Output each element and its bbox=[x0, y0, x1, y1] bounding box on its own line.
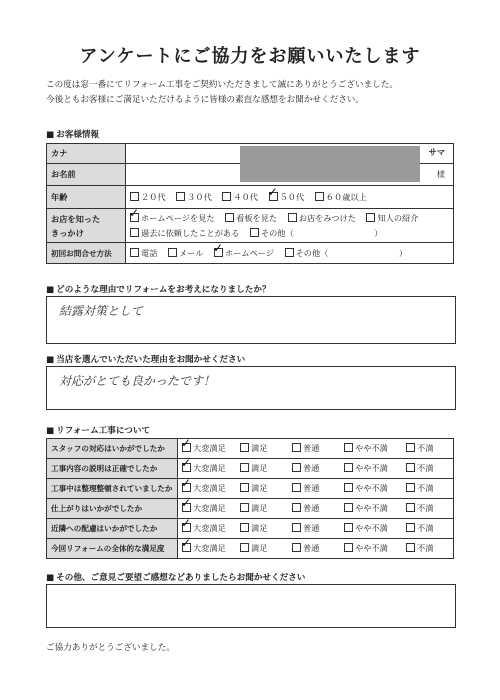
reason-answer-box[interactable] bbox=[46, 296, 456, 344]
age-20s-checkbox[interactable] bbox=[130, 192, 139, 201]
rating-label: 普通 bbox=[303, 443, 320, 453]
age-30s-checkbox[interactable] bbox=[176, 192, 185, 201]
rating-checkbox[interactable] bbox=[182, 443, 191, 452]
rating-option[interactable] bbox=[240, 523, 292, 534]
rating-option[interactable] bbox=[240, 503, 292, 514]
rating-checkbox[interactable] bbox=[240, 483, 249, 492]
work-question: 仕上がりはいかがでしたか bbox=[47, 499, 178, 519]
rating-label: 大変満足 bbox=[193, 483, 226, 493]
rating-checkbox[interactable] bbox=[406, 543, 415, 552]
rating-checkbox[interactable] bbox=[240, 463, 249, 472]
trigger-store-checkbox[interactable] bbox=[288, 213, 297, 222]
rating-checkbox[interactable] bbox=[240, 523, 249, 532]
rating-label: 満足 bbox=[251, 463, 268, 473]
rating-label: 普通 bbox=[303, 543, 320, 553]
trigger-homepage-checkbox[interactable] bbox=[130, 213, 139, 222]
trigger-option-past[interactable]: 過去に依頼したことがある bbox=[130, 228, 239, 238]
rating-option[interactable] bbox=[344, 483, 406, 494]
kana-suffix: サマ bbox=[428, 147, 445, 157]
rating-label: やや不満 bbox=[355, 543, 388, 553]
rating-label: 不満 bbox=[417, 483, 434, 493]
rating-option[interactable] bbox=[344, 543, 406, 554]
rating-checkbox[interactable] bbox=[182, 463, 191, 472]
rating-checkbox[interactable] bbox=[292, 443, 301, 452]
rating-label: 満足 bbox=[251, 503, 268, 513]
rating-checkbox[interactable] bbox=[344, 543, 353, 552]
rating-checkbox[interactable] bbox=[182, 523, 191, 532]
reason-heading: ■ どのような理由でリフォームをお考えになりましたか？ bbox=[46, 283, 271, 295]
rating-option[interactable] bbox=[292, 483, 344, 494]
rating-checkbox[interactable] bbox=[406, 443, 415, 452]
rating-option[interactable] bbox=[292, 463, 344, 474]
rating-checkbox[interactable] bbox=[292, 503, 301, 512]
rating-label: 不満 bbox=[417, 503, 434, 513]
rating-label: 満足 bbox=[251, 483, 268, 493]
trigger-signboard-checkbox[interactable] bbox=[225, 213, 234, 222]
rating-label: 普通 bbox=[303, 523, 320, 533]
rating-label: 大変満足 bbox=[193, 443, 226, 453]
rating-label: 満足 bbox=[251, 523, 268, 533]
rating-checkbox[interactable] bbox=[292, 483, 301, 492]
intro-line-2: 今後ともお客様にご満足いただけるように皆様の素直な感想をお聞かせください。 bbox=[46, 95, 364, 105]
rating-checkbox[interactable] bbox=[344, 523, 353, 532]
rating-label: 不満 bbox=[417, 463, 434, 473]
rating-option[interactable] bbox=[240, 463, 292, 474]
store-answer-box[interactable] bbox=[46, 366, 456, 410]
work-question: 工事内容の説明は正確でしたか bbox=[47, 459, 178, 479]
work-question: スタッフの対応はいかがでしたか bbox=[47, 439, 178, 459]
work-rating-options bbox=[178, 499, 454, 519]
age-option-60plus[interactable]: ６０歳以上 bbox=[315, 192, 367, 202]
age-60plus-checkbox[interactable] bbox=[315, 192, 324, 201]
work-rating-options bbox=[178, 539, 454, 559]
work-question: 近隣への配慮はいかがでしたか bbox=[47, 519, 178, 539]
trigger-past-checkbox[interactable] bbox=[130, 228, 139, 237]
rating-label: やや不満 bbox=[355, 503, 388, 513]
store-heading: ■ 当店を選んでいただいた理由をお聞かせください bbox=[46, 353, 245, 365]
rating-option[interactable] bbox=[406, 503, 446, 514]
store-answer: 対応がとても良かったです！ bbox=[59, 374, 216, 388]
rating-label: 不満 bbox=[417, 443, 434, 453]
trigger-option-store[interactable]: お店をみつけた bbox=[288, 213, 356, 223]
rating-checkbox[interactable] bbox=[344, 503, 353, 512]
trigger-option-other[interactable]: その他（ bbox=[250, 228, 294, 238]
kana-label: カナ bbox=[47, 144, 126, 164]
work-question: 今回リフォームの全体的な満足度 bbox=[47, 539, 178, 559]
intro-text bbox=[46, 78, 466, 108]
reason-answer: 結露対策として bbox=[59, 304, 144, 318]
rating-checkbox[interactable] bbox=[406, 483, 415, 492]
trigger-option-signboard[interactable]: 看板を見た bbox=[225, 213, 277, 223]
rating-label: やや不満 bbox=[355, 523, 388, 533]
rating-option[interactable] bbox=[292, 543, 344, 554]
work-row bbox=[47, 439, 454, 459]
rating-option[interactable] bbox=[292, 523, 344, 534]
rating-checkbox[interactable] bbox=[344, 483, 353, 492]
rating-option[interactable] bbox=[292, 503, 344, 514]
rating-checkbox[interactable] bbox=[406, 503, 415, 512]
rating-checkbox[interactable] bbox=[182, 543, 191, 552]
contact-other-checkbox[interactable] bbox=[285, 248, 294, 257]
rating-option[interactable] bbox=[240, 543, 292, 554]
redaction-block bbox=[240, 146, 420, 182]
name-label: お名前 bbox=[47, 164, 126, 186]
rating-label: やや不満 bbox=[355, 443, 388, 453]
rating-checkbox[interactable] bbox=[406, 523, 415, 532]
rating-option[interactable] bbox=[344, 523, 406, 534]
rating-checkbox[interactable] bbox=[292, 543, 301, 552]
rating-checkbox[interactable] bbox=[292, 463, 301, 472]
work-rating-options bbox=[178, 479, 454, 499]
rating-label: 満足 bbox=[251, 443, 268, 453]
age-40s-checkbox[interactable] bbox=[222, 192, 231, 201]
rating-option[interactable] bbox=[182, 463, 240, 474]
contact-option-other[interactable]: その他（ bbox=[285, 248, 329, 258]
trigger-other-close: ） bbox=[374, 227, 383, 238]
intro-line-1: この度は窓一番にてリフォーム工事をご契約いただきまして誠にありがとうございました。 bbox=[46, 80, 398, 90]
rating-label: 大変満足 bbox=[193, 543, 226, 553]
name-suffix: 様 bbox=[436, 169, 445, 179]
rating-checkbox[interactable] bbox=[344, 443, 353, 452]
rating-label: 満足 bbox=[251, 543, 268, 553]
age-option-20s[interactable]: ２０代 bbox=[130, 192, 166, 202]
rating-option[interactable] bbox=[344, 443, 406, 454]
age-option-30s[interactable]: ３０代 bbox=[176, 192, 212, 202]
work-rating-options bbox=[178, 519, 454, 539]
age-label: 年齢 bbox=[47, 186, 126, 209]
rating-checkbox[interactable] bbox=[292, 523, 301, 532]
trigger-options bbox=[126, 209, 454, 243]
contact-label: 初回お問合せ方法 bbox=[47, 243, 126, 264]
rating-label: 大変満足 bbox=[193, 523, 226, 533]
rating-checkbox[interactable] bbox=[182, 503, 191, 512]
rating-label: 普通 bbox=[303, 503, 320, 513]
age-option-40s[interactable]: ４０代 bbox=[222, 192, 258, 202]
rating-option[interactable] bbox=[406, 443, 446, 454]
contact-homepage-checkbox[interactable] bbox=[214, 248, 223, 257]
other-heading: ■ その他、ご意見ご要望ご感想などありましたらお聞かせください bbox=[46, 571, 305, 583]
work-row bbox=[47, 499, 454, 519]
rating-checkbox[interactable] bbox=[240, 543, 249, 552]
trigger-option-homepage[interactable]: ✓ホームページを見た bbox=[130, 213, 215, 223]
work-row bbox=[47, 539, 454, 559]
age-options bbox=[126, 186, 454, 209]
rating-checkbox[interactable] bbox=[344, 463, 353, 472]
contact-option-phone[interactable]: 電話 bbox=[130, 248, 157, 258]
footer-thanks: ご協力ありがとうございました。 bbox=[46, 643, 175, 653]
age-option-50s[interactable]: ✓ ５０代 bbox=[269, 192, 305, 202]
contact-option-mail[interactable]: メール bbox=[168, 248, 203, 258]
rating-option[interactable] bbox=[182, 543, 240, 554]
rating-label: 不満 bbox=[417, 523, 434, 533]
rating-option[interactable] bbox=[240, 443, 292, 454]
trigger-other-checkbox[interactable] bbox=[250, 228, 259, 237]
rating-option[interactable] bbox=[406, 463, 446, 474]
rating-label: やや不満 bbox=[355, 483, 388, 493]
rating-option[interactable] bbox=[182, 483, 240, 494]
trigger-referral-checkbox[interactable] bbox=[366, 213, 375, 222]
work-question: 工事中は整理整頓されていましたか bbox=[47, 479, 178, 499]
work-row bbox=[47, 479, 454, 499]
work-rating-options bbox=[178, 459, 454, 479]
other-answer-box[interactable] bbox=[46, 584, 456, 628]
rating-label: 大変満足 bbox=[193, 463, 226, 473]
rating-option[interactable] bbox=[182, 443, 240, 454]
rating-option[interactable] bbox=[292, 443, 344, 454]
contact-mail-checkbox[interactable] bbox=[168, 248, 177, 257]
trigger-option-referral[interactable]: 知人の紹介 bbox=[366, 213, 418, 223]
work-rating-options bbox=[178, 439, 454, 459]
work-table bbox=[46, 438, 454, 559]
contact-phone-checkbox[interactable] bbox=[130, 248, 139, 257]
rating-option[interactable] bbox=[240, 483, 292, 494]
rating-label: やや不満 bbox=[355, 463, 388, 473]
rating-option[interactable] bbox=[406, 543, 446, 554]
rating-option[interactable] bbox=[344, 463, 406, 474]
rating-checkbox[interactable] bbox=[240, 443, 249, 452]
rating-label: 普通 bbox=[303, 483, 320, 493]
page-title: アンケートにご協力をお願いいたします bbox=[79, 46, 421, 67]
rating-option[interactable] bbox=[182, 503, 240, 514]
trigger-label: お店を知った きっかけ bbox=[47, 209, 126, 243]
contact-option-homepage[interactable]: ✓ ホームページ bbox=[214, 248, 274, 258]
rating-label: 普通 bbox=[303, 463, 320, 473]
rating-checkbox[interactable] bbox=[240, 503, 249, 512]
rating-label: 不満 bbox=[417, 543, 434, 553]
contact-options bbox=[126, 243, 454, 264]
work-row bbox=[47, 459, 454, 479]
rating-option[interactable] bbox=[182, 523, 240, 534]
rating-option[interactable] bbox=[344, 503, 406, 514]
rating-option[interactable] bbox=[406, 483, 446, 494]
work-heading: ■ リフォーム工事について bbox=[46, 424, 150, 436]
customer-heading: ■ お客様情報 bbox=[46, 128, 99, 140]
rating-checkbox[interactable] bbox=[406, 463, 415, 472]
rating-option[interactable] bbox=[406, 523, 446, 534]
contact-other-close: ） bbox=[398, 247, 408, 258]
work-row bbox=[47, 519, 454, 539]
rating-label: 大変満足 bbox=[193, 503, 226, 513]
age-50s-checkbox[interactable] bbox=[269, 192, 278, 201]
rating-checkbox[interactable] bbox=[182, 483, 191, 492]
